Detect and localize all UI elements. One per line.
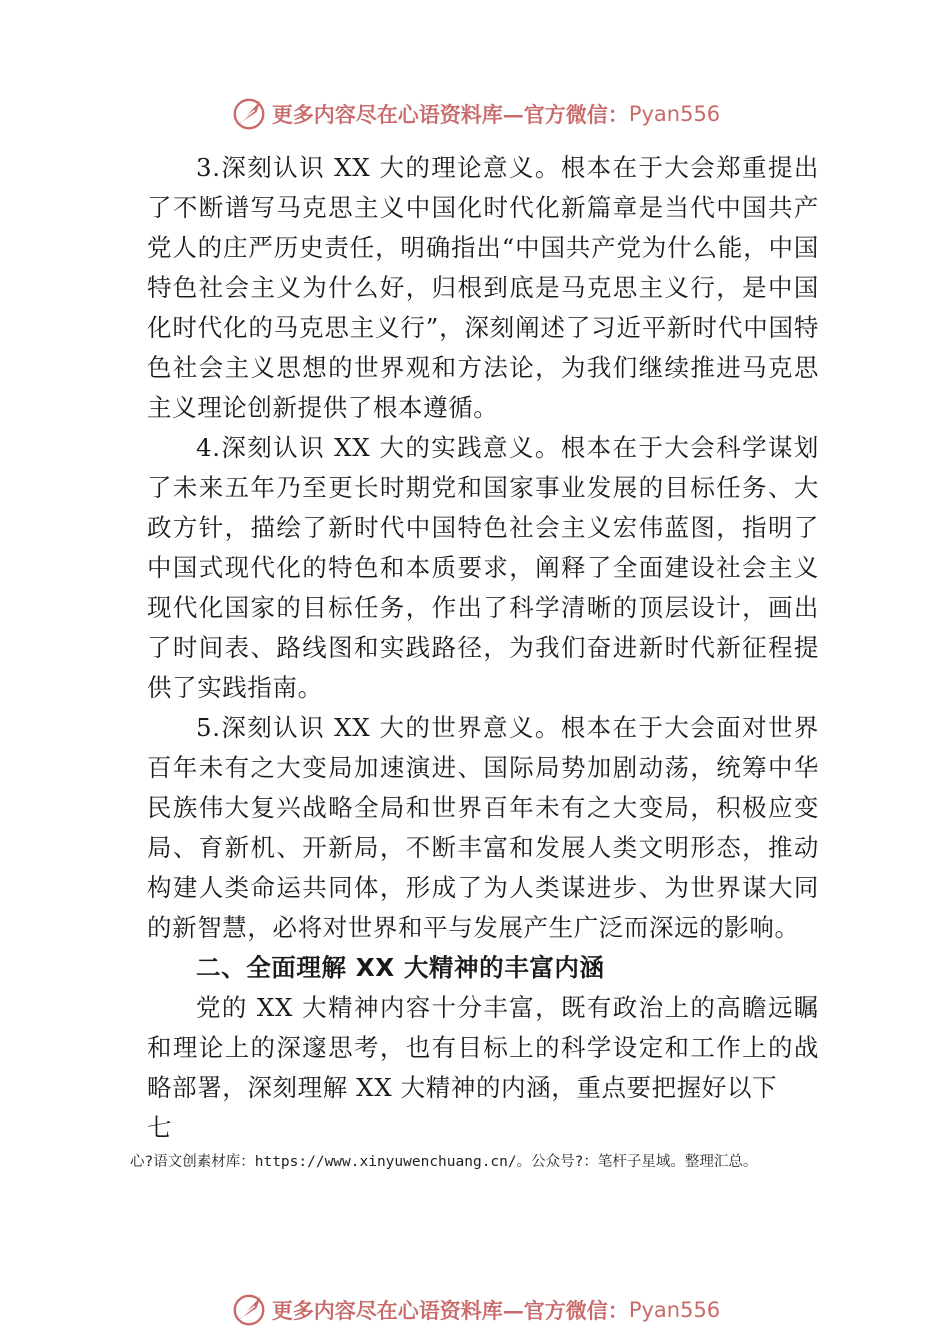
paragraph-3: 3.深刻认识 XX 大的理论意义。根本在于大会郑重提出了不断谱写马克思主义中国化时代化新篇章是当代中国共产党人的庄严历史责任，明确指出“中国共产党为什么能，中国特色社会主义为什么好，归根到底是马克思主义行，是中国化时代化的马克思主义行”，深刻阐述了习近平新时代中国特色社会主义思想的世界观和方法论，为我们继续推进马克思主义理论创新提供了根本遵循。 [147,153,819,422]
quill-logo-icon [230,95,268,133]
section-heading: 二、全面理解 XX 大精神的丰富内涵 [196,953,605,982]
banner-wechat-id: Pyan556 [628,102,721,126]
paragraph-tail: 七 [147,1113,172,1142]
banner-wechat-id: Pyan556 [628,1298,721,1322]
paragraph-5: 5.深刻认识 XX 大的世界意义。根本在于大会面对世界百年未有之大变局加速演进、国际局势加剧动荡，统筹中华民族伟大复兴战略全局和世界百年未有之大变局，积极应变局、育新机、开新局，不断丰富和发展人类文明形态，推动构建人类命运共同体，形成了为人类谋进步、为世界谋大同的新智慧，必将对世界和平与发展产生广泛而深远的影响。 [147,713,819,942]
document-body [147,148,819,1148]
banner-text: 更多内容尽在心语资料库—官方微信： [271,1298,629,1323]
source-footnote: 心?语文创素材库：https://www.xinyuwenchuang.cn/。公众号?：笔杆子星域。整理汇总。 [130,1154,758,1170]
paragraph-4: 4.深刻认识 XX 大的实践意义。根本在于大会科学谋划了未来五年乃至更长时期党和国家事业发展的目标任务、大政方针，描绘了新时代中国特色社会主义宏伟蓝图，指明了中国式现代化的特色和本质要求，阐释了全面建设社会主义现代化国家的目标任务，作出了科学清晰的顶层设计，画出了时间表、路线图和实践路径，为我们奋进新时代新征程提供了实践指南。 [147,433,819,702]
banner-text: 更多内容尽在心语资料库—官方微信： [271,102,629,127]
footer-banner [0,1290,950,1330]
header-banner [0,94,950,134]
paragraph-intro: 党的 XX 大精神内容十分丰富，既有政治上的高瞻远瞩和理论上的深邃思考，也有目标上的科学设定和工作上的战略部署，深刻理解 XX 大精神的内涵，重点要把握好以下 [147,993,819,1102]
quill-logo-icon [230,1291,268,1329]
